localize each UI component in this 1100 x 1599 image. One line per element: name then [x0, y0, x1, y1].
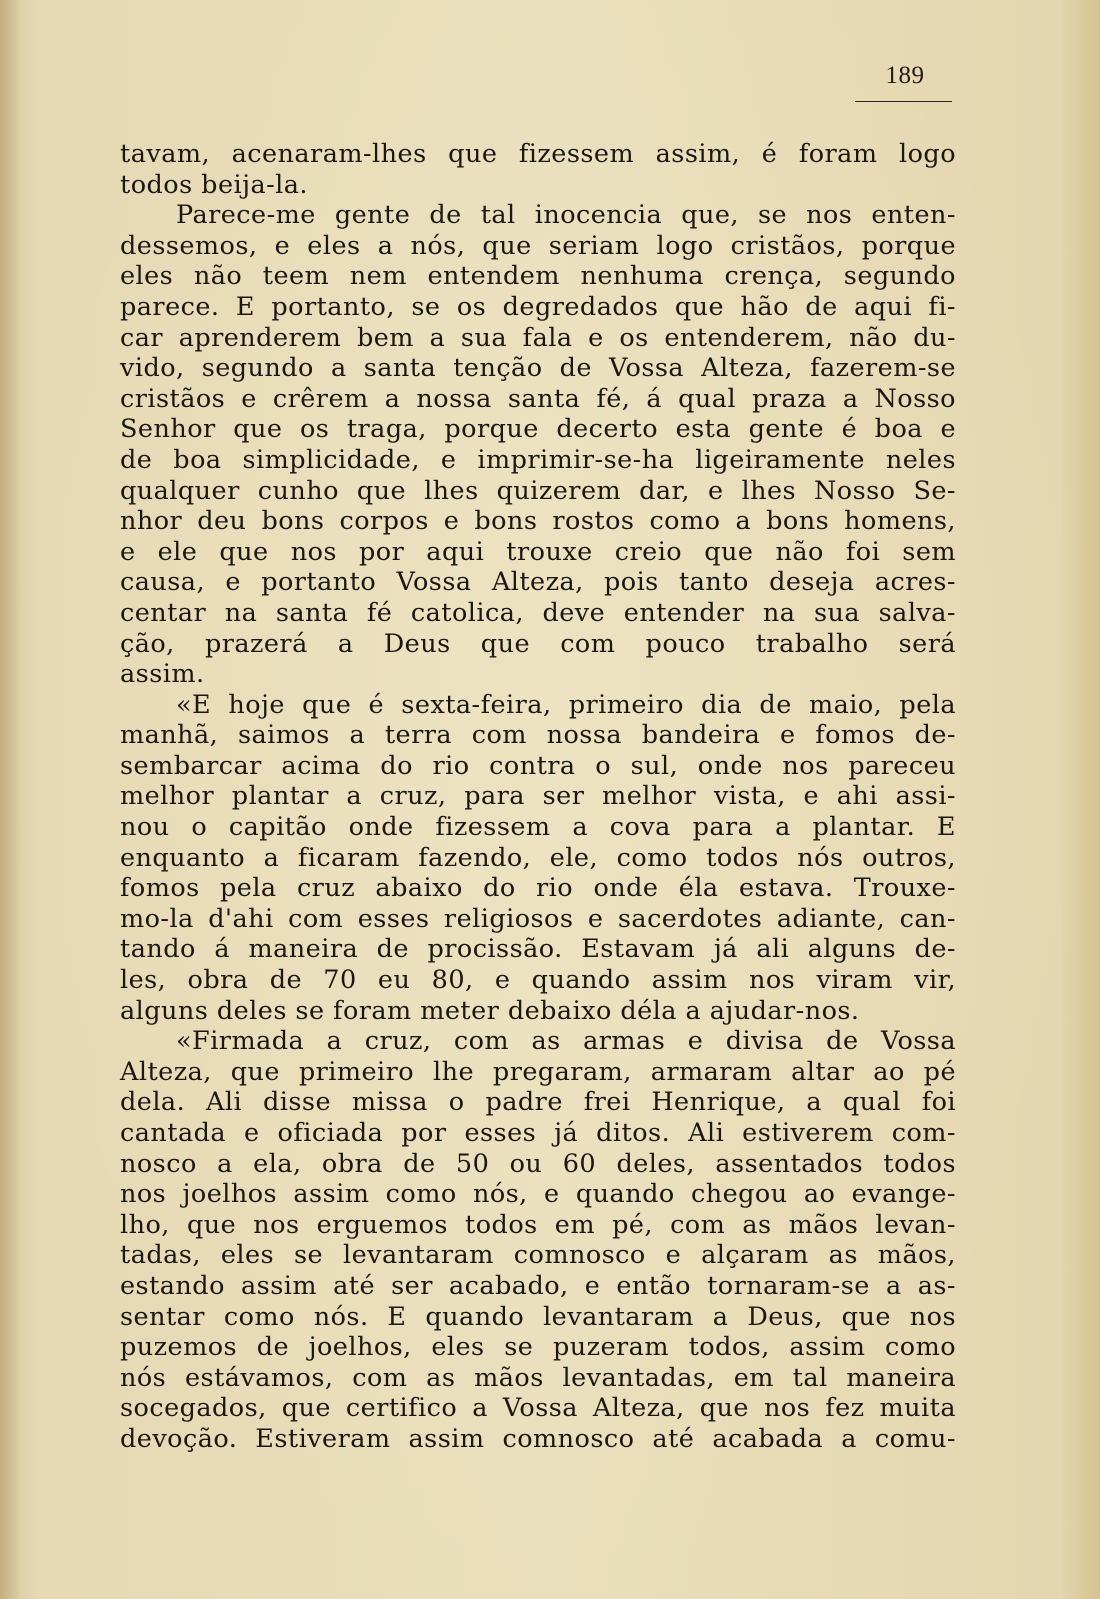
text-line: puzemos de joelhos, eles se puzeram todos, assim como	[120, 1332, 956, 1363]
text-line: dela. Ali disse missa o padre frei Henrique, a qual foi	[120, 1087, 956, 1118]
text-line: tadas, eles se levantaram comnosco e alçaram as mãos,	[120, 1240, 956, 1271]
text-line: Parece-me gente de tal inocencia que, se nos enten-	[176, 200, 956, 231]
text-line: de boa simplicidade, e imprimir-se-ha ligeiramente neles	[120, 444, 956, 475]
text-line: socegados, que certifico a Vossa Alteza, que nos fez muita	[120, 1393, 956, 1424]
text-line: causa, e portanto Vossa Alteza, pois tanto deseja acres-	[120, 567, 956, 598]
text-line: todos beija-la.	[120, 169, 308, 200]
text-line: assim.	[120, 659, 205, 690]
text-line: centar na santa fé catolica, deve entender na sua salva-	[120, 597, 956, 628]
text-line: cristãos e crêrem a nossa santa fé, á qual praza a Nosso	[120, 383, 956, 414]
text-line: «E hoje que é sexta-feira, primeiro dia de maio, pela	[176, 689, 956, 720]
text-line: lho, que nos erguemos todos em pé, com as mãos levan-	[120, 1209, 956, 1240]
text-line: nos joelhos assim como nós, e quando chegou ao evange-	[120, 1179, 956, 1210]
text-line: fomos pela cruz abaixo do rio onde éla estava. Trouxe-	[120, 873, 956, 904]
text-line: ção, prazerá a Deus que com pouco trabalho será	[120, 628, 956, 659]
text-line: mo-la d'ahi com esses religiosos e sacerdotes adiante, can-	[120, 903, 956, 934]
text-line: vido, segundo a santa tenção de Vossa Alteza, fazerem-se	[120, 353, 956, 384]
text-line: tando á maneira de procissão. Estavam já ali alguns de-	[120, 934, 956, 965]
text-line: tavam, acenaram-lhes que fizessem assim, é foram logo	[120, 139, 956, 169]
text-line: e ele que nos por aqui trouxe creio que não foi sem	[120, 536, 956, 567]
text-line: melhor plantar a cruz, para ser melhor vista, e ahi assi-	[120, 781, 956, 812]
text-line: les, obra de 70 eu 80, e quando assim nos viram vir,	[120, 965, 956, 996]
text-line: manhã, saimos a terra com nossa bandeira e fomos de-	[120, 720, 956, 751]
text-line: Senhor que os traga, porque decerto esta gente é boa e	[120, 414, 956, 445]
text-line: Alteza, que primeiro lhe pregaram, armaram altar ao pé	[120, 1056, 956, 1087]
text-line: qualquer cunho que lhes quizerem dar, e lhes Nosso Se-	[120, 475, 956, 506]
text-line: enquanto a ficaram fazendo, ele, como todos nós outros,	[120, 842, 956, 873]
page-number: 189	[885, 62, 925, 89]
text-line: car aprenderem bem a sua fala e os entenderem, não du-	[120, 322, 956, 353]
text-line: sentar como nós. E quando levantaram a Deus, que nos	[120, 1301, 956, 1332]
text-line: parece. E portanto, se os degredados que hão de aqui fi-	[120, 291, 956, 322]
text-line: estando assim até ser acabado, e então tornaram-se a as-	[120, 1270, 956, 1301]
text-line: devoção. Estiveram assim comnosco até acabada a comu-	[120, 1423, 956, 1454]
text-line: sembarcar acima do rio contra o sul, onde nos pareceu	[120, 750, 956, 781]
text-line: cantada e oficiada por esses já ditos. Ali estiverem com-	[120, 1118, 956, 1148]
text-line: alguns deles se foram meter debaixo déla a ajudar-nos.	[120, 995, 860, 1026]
text-line: dessemos, e eles a nós, que seriam logo cristãos, porque	[120, 230, 956, 261]
text-line: nós estávamos, com as mãos levantadas, em tal maneira	[120, 1362, 956, 1393]
text-line: «Firmada a cruz, com as armas e divisa de Vossa	[176, 1026, 956, 1057]
text-line: nosco a ela, obra de 50 ou 60 deles, assentados todos	[120, 1148, 956, 1179]
header-rule	[855, 101, 952, 102]
body-text	[120, 139, 956, 1455]
text-line: nhor deu bons corpos e bons rostos como a bons homens,	[120, 506, 956, 537]
text-line: nou o capitão onde fizessem a cova para a plantar. E	[120, 812, 956, 843]
text-line: eles não teem nem entendem nenhuma crença, segundo	[120, 261, 956, 292]
